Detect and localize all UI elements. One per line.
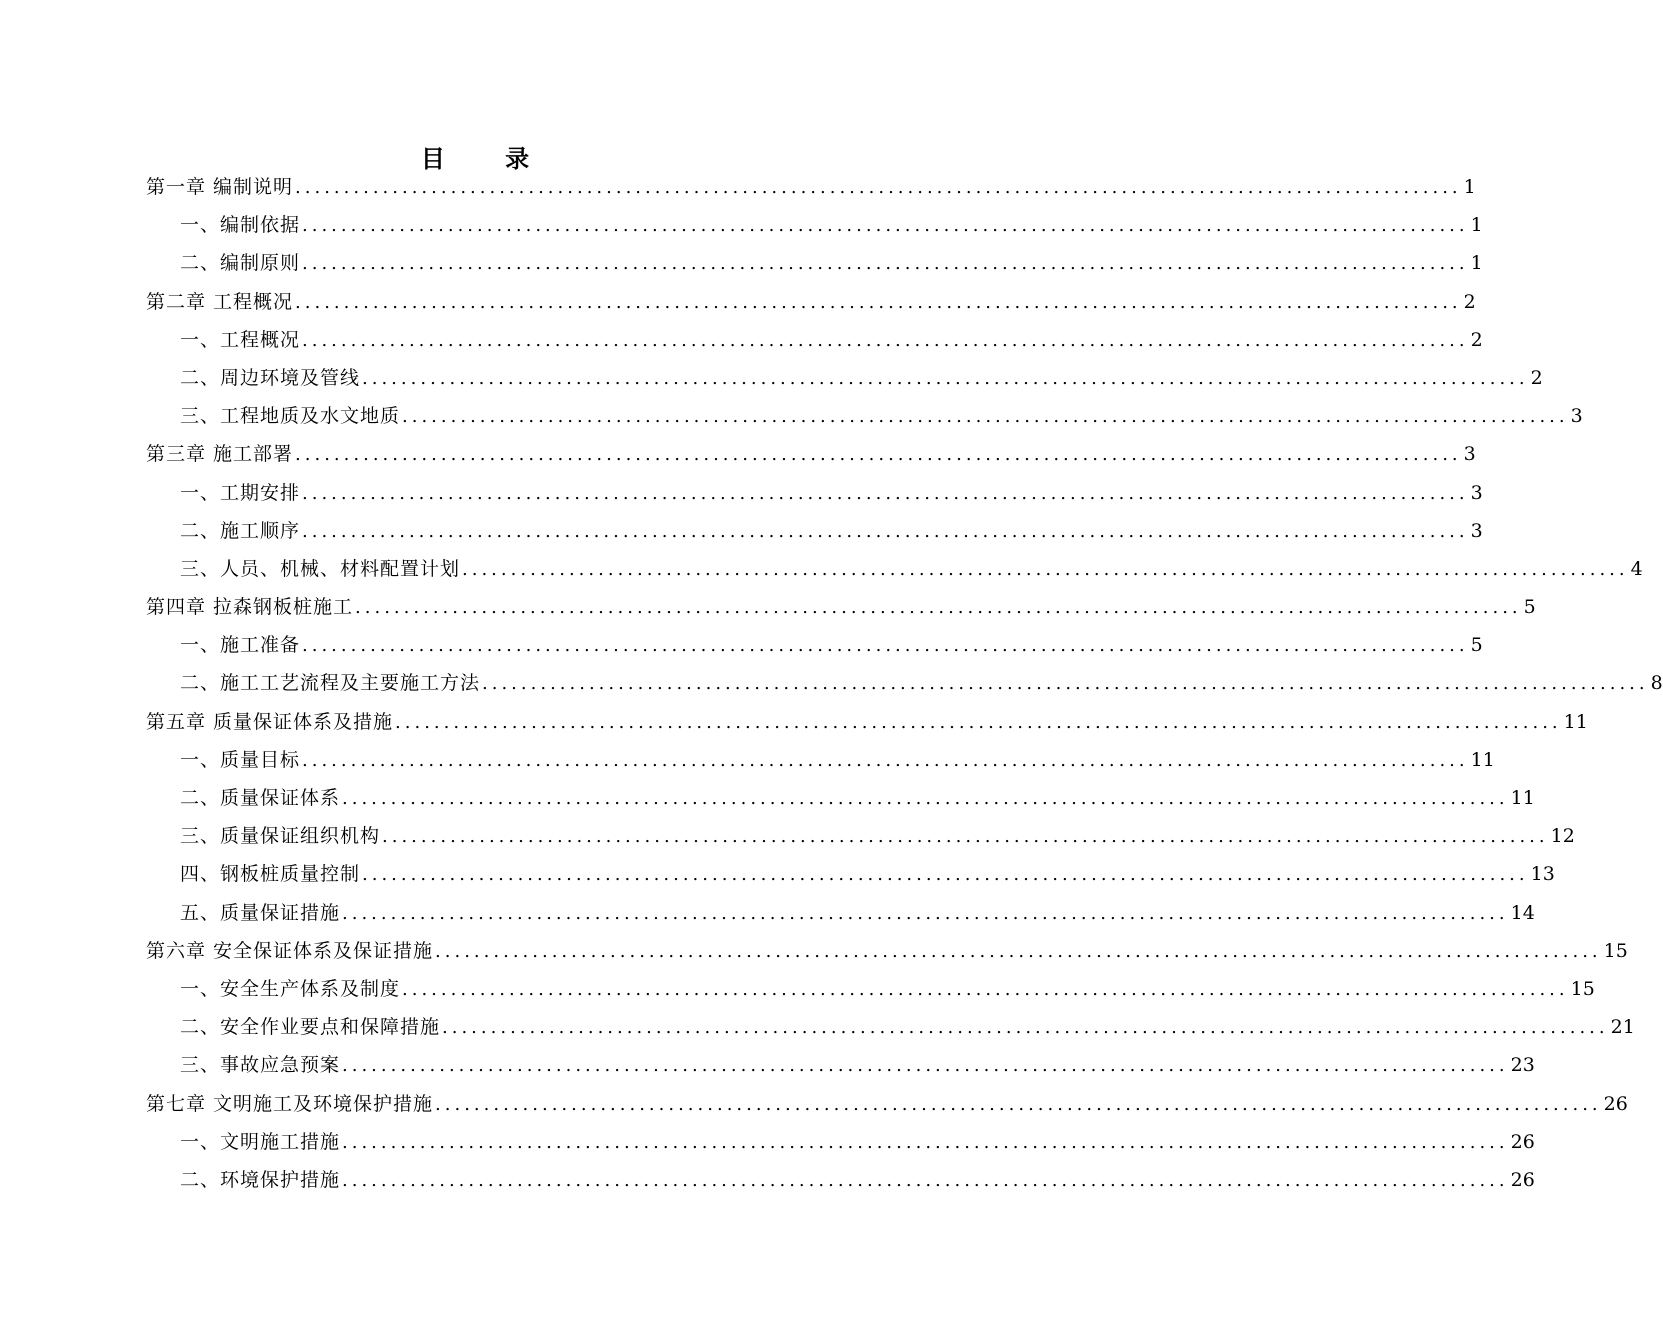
toc-leader-dots: ........................................................................................................................ bbox=[482, 673, 1649, 695]
toc-entry-label: 二、施工顺序 bbox=[180, 519, 301, 542]
toc-section-entry[interactable] bbox=[146, 1123, 1535, 1161]
toc-chapter-entry[interactable] bbox=[146, 1085, 1628, 1123]
toc-section-entry[interactable] bbox=[146, 1008, 1635, 1046]
toc-entry-label: 二、周边环境及管线 bbox=[180, 366, 361, 389]
toc-section-entry[interactable] bbox=[146, 855, 1555, 893]
toc-entry-page-number: 11 bbox=[1510, 787, 1535, 809]
toc-section-entry[interactable] bbox=[146, 359, 1543, 397]
toc-leader-dots: ........................................................................................................................ bbox=[362, 864, 1529, 886]
toc-entry-label: 第三章 施工部署 bbox=[146, 443, 294, 466]
toc-entry-label: 一、施工准备 bbox=[180, 634, 301, 657]
toc-section-entry[interactable] bbox=[146, 321, 1483, 359]
toc-entry-label: 二、质量保证体系 bbox=[180, 787, 341, 809]
toc-entry-label: 四、钢板桩质量控制 bbox=[180, 863, 361, 886]
toc-section-entry[interactable] bbox=[146, 741, 1495, 779]
toc-section-entry[interactable] bbox=[146, 397, 1583, 435]
toc-entry-label: 二、环境保护措施 bbox=[180, 1168, 341, 1191]
toc-leader-dots: ........................................................................................................................ bbox=[342, 902, 1509, 924]
toc-entry-label: 第六章 安全保证体系及保证措施 bbox=[146, 939, 434, 962]
toc-leader-dots: ........................................................................................................................ bbox=[362, 367, 1529, 389]
toc-entry-page-number: 3 bbox=[1470, 481, 1483, 504]
toc-entry-label: 二、施工工艺流程及主要施工方法 bbox=[180, 672, 481, 695]
toc-entry-page-number: 15 bbox=[1603, 939, 1628, 962]
toc-entry-page-number: 5 bbox=[1470, 634, 1483, 657]
toc-section-entry[interactable] bbox=[146, 550, 1643, 588]
toc-entry-label: 一、质量目标 bbox=[180, 748, 301, 771]
toc-entry-page-number: 11 bbox=[1563, 710, 1588, 733]
toc-section-entry[interactable] bbox=[146, 512, 1483, 550]
toc-section-entry[interactable] bbox=[146, 626, 1483, 664]
toc-entry-page-number: 15 bbox=[1570, 977, 1595, 1000]
toc-entry-label: 一、文明施工措施 bbox=[180, 1130, 341, 1153]
toc-leader-dots: ........................................................................................................................ bbox=[302, 482, 1469, 504]
toc-entry-page-number: 11 bbox=[1470, 748, 1495, 771]
toc-chapter-entry[interactable] bbox=[146, 168, 1476, 206]
toc-leader-dots: ........................................................................................................................ bbox=[342, 1055, 1509, 1077]
toc-entry-page-number: 3 bbox=[1470, 519, 1483, 542]
toc-leader-dots: ........................................................................................................................ bbox=[302, 749, 1469, 771]
toc-section-entry[interactable] bbox=[146, 474, 1483, 512]
toc-section-entry[interactable] bbox=[146, 1046, 1535, 1084]
toc-leader-dots: ........................................................................................................................ bbox=[295, 291, 1462, 313]
toc-entry-page-number: 13 bbox=[1530, 863, 1555, 886]
toc-list bbox=[146, 168, 1663, 1199]
toc-entry-page-number: 26 bbox=[1603, 1092, 1628, 1115]
toc-entry-label: 一、编制依据 bbox=[180, 214, 301, 237]
toc-entry-page-number: 1 bbox=[1463, 176, 1476, 198]
toc-entry-label: 一、工期安排 bbox=[180, 481, 301, 504]
toc-entry-page-number: 2 bbox=[1530, 366, 1543, 389]
toc-leader-dots: ........................................................................................................................ bbox=[302, 329, 1469, 351]
toc-section-entry[interactable] bbox=[146, 206, 1483, 244]
toc-entry-label: 二、编制原则 bbox=[180, 252, 301, 275]
toc-entry-page-number: 8 bbox=[1650, 672, 1663, 695]
toc-entry-page-number: 3 bbox=[1463, 443, 1476, 466]
toc-section-entry[interactable] bbox=[146, 1161, 1535, 1199]
toc-entry-page-number: 12 bbox=[1550, 825, 1575, 848]
toc-chapter-entry[interactable] bbox=[146, 588, 1536, 626]
toc-leader-dots: ........................................................................................................................ bbox=[402, 978, 1569, 1000]
toc-leader-dots: ........................................................................................................................ bbox=[342, 1131, 1509, 1153]
toc-entry-page-number: 4 bbox=[1630, 557, 1643, 580]
toc-chapter-entry[interactable] bbox=[146, 703, 1588, 741]
toc-entry-label: 第一章 编制说明 bbox=[146, 176, 294, 198]
toc-entry-page-number: 1 bbox=[1470, 252, 1483, 275]
toc-leader-dots: ........................................................................................................................ bbox=[295, 444, 1462, 466]
toc-entry-page-number: 23 bbox=[1510, 1054, 1535, 1077]
toc-entry-label: 一、安全生产体系及制度 bbox=[180, 977, 401, 1000]
toc-leader-dots: ........................................................................................................................ bbox=[342, 1169, 1509, 1191]
toc-leader-dots: ........................................................................................................................ bbox=[302, 520, 1469, 542]
toc-entry-page-number: 5 bbox=[1523, 596, 1536, 619]
toc-section-entry[interactable] bbox=[146, 244, 1483, 282]
toc-entry-page-number: 1 bbox=[1470, 214, 1483, 237]
toc-entry-label: 五、质量保证措施 bbox=[180, 901, 341, 924]
toc-entry-label: 三、事故应急预案 bbox=[180, 1054, 341, 1077]
toc-section-entry[interactable] bbox=[146, 779, 1535, 817]
toc-leader-dots: ........................................................................................................................ bbox=[382, 826, 1549, 848]
toc-entry-label: 第七章 文明施工及环境保护措施 bbox=[146, 1092, 434, 1115]
toc-leader-dots: ........................................................................................................................ bbox=[442, 1017, 1609, 1039]
toc-leader-dots: ........................................................................................................................ bbox=[302, 635, 1469, 657]
toc-entry-label: 第四章 拉森钢板桩施工 bbox=[146, 596, 354, 619]
toc-section-entry[interactable] bbox=[146, 817, 1575, 855]
toc-entry-label: 第二章 工程概况 bbox=[146, 290, 294, 313]
toc-entry-label: 一、工程概况 bbox=[180, 328, 301, 351]
toc-chapter-entry[interactable] bbox=[146, 435, 1476, 473]
toc-entry-page-number: 14 bbox=[1510, 901, 1535, 924]
toc-entry-page-number: 2 bbox=[1463, 290, 1476, 313]
toc-chapter-entry[interactable] bbox=[146, 283, 1476, 321]
toc-entry-page-number: 3 bbox=[1570, 405, 1583, 428]
toc-chapter-entry[interactable] bbox=[146, 932, 1628, 970]
toc-entry-label: 三、工程地质及水文地质 bbox=[180, 405, 401, 428]
toc-entry-page-number: 26 bbox=[1510, 1168, 1535, 1191]
toc-leader-dots: ........................................................................................................................ bbox=[395, 711, 1562, 733]
toc-entry-label: 第五章 质量保证体系及措施 bbox=[146, 710, 394, 733]
toc-entry-page-number: 26 bbox=[1510, 1130, 1535, 1153]
toc-title: 目 录 bbox=[420, 144, 556, 173]
toc-entry-label: 三、质量保证组织机构 bbox=[180, 825, 381, 848]
toc-section-entry[interactable] bbox=[146, 894, 1535, 932]
toc-entry-page-number: 21 bbox=[1610, 1016, 1635, 1039]
toc-leader-dots: ........................................................................................................................ bbox=[302, 253, 1469, 275]
toc-leader-dots: ........................................................................................................................ bbox=[462, 558, 1629, 580]
toc-leader-dots: ........................................................................................................................ bbox=[435, 940, 1602, 962]
toc-section-entry[interactable] bbox=[146, 664, 1663, 702]
toc-entry-label: 二、安全作业要点和保障措施 bbox=[180, 1016, 441, 1039]
toc-section-entry[interactable] bbox=[146, 970, 1595, 1008]
toc-leader-dots: ........................................................................................................................ bbox=[295, 177, 1462, 198]
toc-entry-page-number: 2 bbox=[1470, 328, 1483, 351]
toc-leader-dots: ........................................................................................................................ bbox=[302, 215, 1469, 237]
toc-leader-dots: ........................................................................................................................ bbox=[342, 788, 1509, 809]
toc-entry-label: 三、人员、机械、材料配置计划 bbox=[180, 557, 461, 580]
toc-leader-dots: ........................................................................................................................ bbox=[435, 1093, 1602, 1115]
toc-leader-dots: ........................................................................................................................ bbox=[355, 597, 1522, 619]
toc-leader-dots: ........................................................................................................................ bbox=[402, 406, 1569, 428]
